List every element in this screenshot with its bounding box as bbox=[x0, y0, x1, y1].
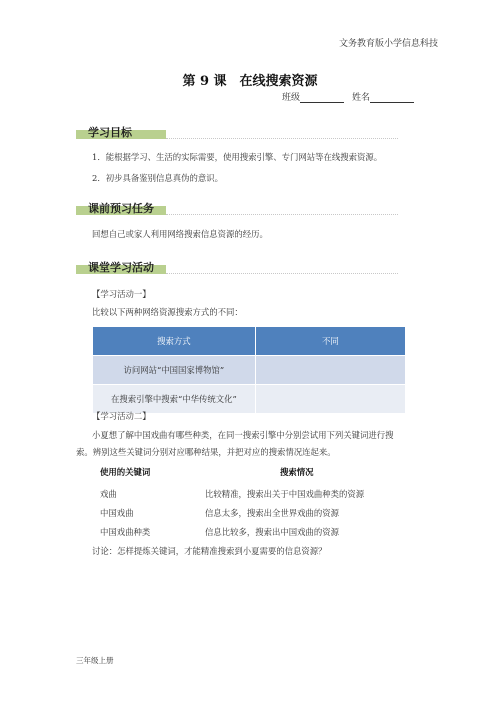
activity1-label: 【学习活动一】 bbox=[92, 289, 151, 299]
name-blank bbox=[370, 93, 414, 103]
result-item[interactable]: 信息太多，搜索出全世界戏曲的资源 bbox=[205, 508, 339, 518]
objective-item-1: 1．能根据学习、生活的实际需要，使用搜索引擎、专门网站等在线搜索资源。 bbox=[92, 152, 383, 162]
publisher-header: 文务教育版小学信息科技 bbox=[338, 39, 438, 49]
activity2-desc-line2: 索。辨别这些关键词分别对应哪种结果，并把对应的搜索情况连起来。 bbox=[76, 447, 336, 457]
activity2-desc-line1: 小夏想了解中国戏曲有哪些种类，在同一搜索引擎中分别尝试用下列关键词进行搜 bbox=[92, 430, 394, 440]
results-header: 搜索情况 bbox=[280, 467, 314, 477]
activity2-label: 【学习活动二】 bbox=[92, 411, 151, 421]
table-header-method: 搜索方式 bbox=[93, 327, 256, 356]
table-row bbox=[93, 356, 406, 385]
class-blank bbox=[300, 93, 344, 103]
table-cell-difference[interactable] bbox=[255, 356, 405, 385]
section-title-objectives: 学习目标 bbox=[88, 126, 132, 139]
comparison-table bbox=[92, 326, 406, 414]
keyword-item[interactable]: 中国戏曲种类 bbox=[100, 527, 151, 537]
table-header-row bbox=[93, 327, 406, 356]
result-item[interactable]: 比较精准，搜索出关于中国戏曲种类的资源 bbox=[205, 489, 365, 499]
lesson-title: 第 9 课 在线搜索资源 bbox=[182, 74, 318, 89]
section-title-preview: 课前预习任务 bbox=[88, 202, 154, 215]
class-label: 班级 bbox=[281, 93, 300, 103]
section-divider bbox=[166, 214, 398, 215]
keyword-item[interactable]: 中国戏曲 bbox=[100, 508, 134, 518]
keywords-header: 使用的关键词 bbox=[100, 467, 151, 477]
table-header-difference: 不同 bbox=[255, 327, 405, 356]
preview-text: 回想自己或家人利用网络搜索信息资源的经历。 bbox=[92, 229, 268, 239]
keyword-item[interactable]: 戏曲 bbox=[100, 489, 117, 499]
class-name-line bbox=[282, 90, 422, 103]
result-item[interactable]: 信息比较多，搜索出中国戏曲的资源 bbox=[205, 527, 339, 537]
section-activities bbox=[76, 259, 398, 275]
activity1-desc: 比较以下两种网络资源搜索方式的不同： bbox=[92, 307, 243, 317]
table-cell-method: 在搜索引擎中搜索“中华传统文化” bbox=[93, 385, 256, 414]
section-objectives bbox=[76, 124, 398, 140]
section-title-activities: 课堂学习活动 bbox=[88, 261, 154, 274]
discussion-text: 讨论：怎样提炼关键词，才能精准搜索到小夏需要的信息资源？ bbox=[92, 546, 327, 556]
section-divider bbox=[166, 138, 398, 139]
table-cell-difference[interactable] bbox=[255, 385, 405, 414]
name-label: 姓名 bbox=[351, 93, 370, 103]
objective-item-2: 2．初步具备鉴别信息真伪的意识。 bbox=[92, 173, 223, 183]
grade-footer: 三年级上册 bbox=[76, 656, 114, 665]
table-cell-method: 访问网站“中国国家博物馆” bbox=[93, 356, 256, 385]
section-preview bbox=[76, 200, 398, 216]
section-divider bbox=[166, 273, 398, 274]
